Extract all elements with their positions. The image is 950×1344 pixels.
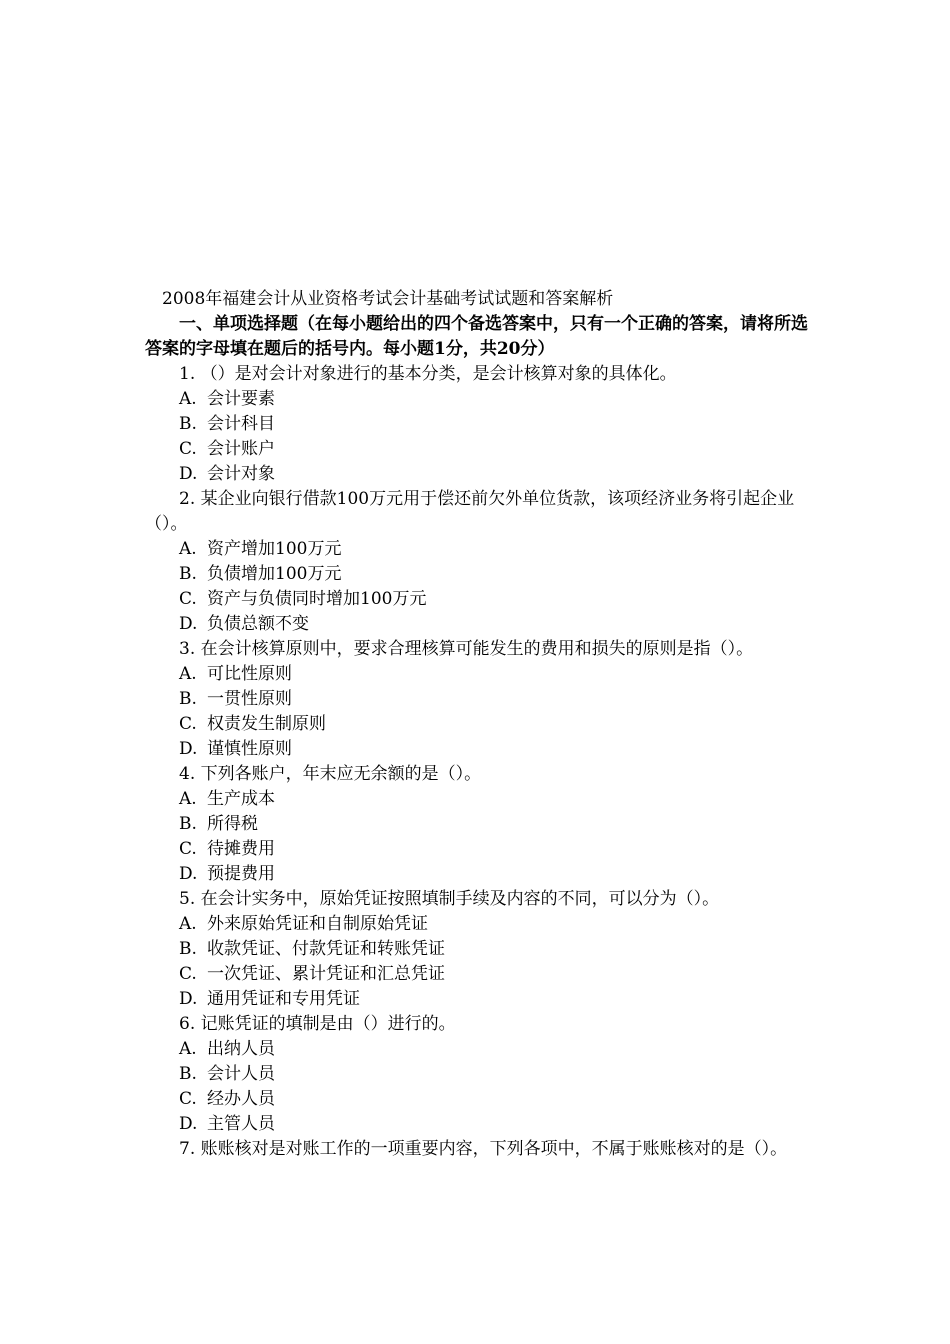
- option-text: 主管人员: [207, 1114, 275, 1134]
- question-text: 某企业向银行借款100万元用于偿还前欠外单位货款，该项经济业务将引起企业（）。: [145, 489, 795, 534]
- option-text: 会计对象: [207, 464, 275, 484]
- option-label: A.: [179, 789, 197, 809]
- option-label: B.: [179, 939, 197, 959]
- option-label: B.: [179, 814, 197, 834]
- document-title: 2008年福建会计从业资格考试会计基础考试试题和答案解析: [162, 289, 614, 309]
- option-label: C.: [179, 839, 197, 859]
- question-number: 4.: [179, 764, 196, 784]
- option-text: 资产与负债同时增加100万元: [207, 589, 427, 609]
- option-label: B.: [179, 1064, 197, 1084]
- option-1d: [145, 462, 815, 487]
- option-text: 经办人员: [207, 1089, 275, 1109]
- option-label: B.: [179, 564, 197, 584]
- option-label: C.: [179, 964, 197, 984]
- option-5c: [145, 962, 815, 987]
- option-text: 出纳人员: [207, 1039, 275, 1059]
- option-text: 谨慎性原则: [207, 739, 292, 759]
- option-3c: [145, 712, 815, 737]
- option-label: A.: [179, 1039, 197, 1059]
- option-1c: [145, 437, 815, 462]
- option-2c: [145, 587, 815, 612]
- option-text: 可比性原则: [207, 664, 292, 684]
- option-text: 会计要素: [207, 389, 275, 409]
- option-label: D.: [179, 464, 198, 484]
- question-3: [145, 637, 815, 662]
- section-heading: 一、单项选择题（在每小题给出的四个备选答案中，只有一个正确的答案，请将所选答案的字母填在题后的括号内。每小题1分，共20分）: [145, 314, 808, 359]
- option-label: A.: [179, 664, 197, 684]
- question-7: [145, 1137, 815, 1162]
- question-number: 1.: [179, 364, 196, 384]
- option-text: 通用凭证和专用凭证: [207, 989, 360, 1009]
- question-number: 5.: [179, 889, 196, 909]
- option-label: A.: [179, 389, 197, 409]
- question-2: [145, 487, 815, 537]
- option-6c: [145, 1087, 815, 1112]
- option-text: 所得税: [207, 814, 258, 834]
- option-6a: [145, 1037, 815, 1062]
- question-text: 在会计实务中，原始凭证按照填制手续及内容的不同，可以分为（）。: [200, 889, 720, 909]
- option-4b: [145, 812, 815, 837]
- option-2d: [145, 612, 815, 637]
- option-text: 生产成本: [207, 789, 275, 809]
- option-text: 一贯性原则: [207, 689, 292, 709]
- option-3b: [145, 687, 815, 712]
- question-text: （）是对会计对象进行的基本分类，是会计核算对象的具体化。: [200, 364, 677, 384]
- option-text: 一次凭证、累计凭证和汇总凭证: [207, 964, 445, 984]
- option-5d: [145, 987, 815, 1012]
- option-4c: [145, 837, 815, 862]
- option-4a: [145, 787, 815, 812]
- option-2a: [145, 537, 815, 562]
- option-label: B.: [179, 689, 197, 709]
- option-text: 权责发生制原则: [207, 714, 326, 734]
- question-6: [145, 1012, 815, 1037]
- question-4: [145, 762, 815, 787]
- option-1b: [145, 412, 815, 437]
- question-text: 账账核对是对账工作的一项重要内容，下列各项中，不属于账账核对的是（）。: [200, 1139, 788, 1159]
- option-3a: [145, 662, 815, 687]
- option-5b: [145, 937, 815, 962]
- option-text: 会计科目: [207, 414, 275, 434]
- question-text: 下列各账户，年末应无余额的是（）。: [200, 764, 482, 784]
- option-label: B.: [179, 414, 197, 434]
- option-6d: [145, 1112, 815, 1137]
- question-number: 7.: [179, 1139, 196, 1159]
- question-1: [145, 362, 815, 387]
- document-page: [145, 287, 815, 1162]
- option-label: D.: [179, 989, 198, 1009]
- option-text: 负债总额不变: [207, 614, 309, 634]
- question-number: 2.: [179, 489, 196, 509]
- option-3d: [145, 737, 815, 762]
- option-5a: [145, 912, 815, 937]
- option-text: 负债增加100万元: [207, 564, 342, 584]
- option-text: 外来原始凭证和自制原始凭证: [207, 914, 428, 934]
- question-number: 3.: [179, 639, 196, 659]
- option-2b: [145, 562, 815, 587]
- option-label: A.: [179, 914, 197, 934]
- option-text: 待摊费用: [207, 839, 275, 859]
- question-text: 记账凭证的填制是由（）进行的。: [200, 1014, 456, 1034]
- question-number: 6.: [179, 1014, 196, 1034]
- option-label: C.: [179, 1089, 197, 1109]
- option-label: D.: [179, 614, 198, 634]
- question-5: [145, 887, 815, 912]
- option-text: 资产增加100万元: [207, 539, 342, 559]
- option-text: 会计人员: [207, 1064, 275, 1084]
- option-label: D.: [179, 864, 198, 884]
- option-4d: [145, 862, 815, 887]
- option-text: 预提费用: [207, 864, 275, 884]
- option-text: 会计账户: [207, 439, 275, 459]
- question-text: 在会计核算原则中，要求合理核算可能发生的费用和损失的原则是指（）。: [200, 639, 754, 659]
- option-label: A.: [179, 539, 197, 559]
- option-label: C.: [179, 589, 197, 609]
- option-label: D.: [179, 739, 198, 759]
- option-label: C.: [179, 714, 197, 734]
- option-1a: [145, 387, 815, 412]
- option-6b: [145, 1062, 815, 1087]
- option-label: C.: [179, 439, 197, 459]
- option-label: D.: [179, 1114, 198, 1134]
- option-text: 收款凭证、付款凭证和转账凭证: [207, 939, 445, 959]
